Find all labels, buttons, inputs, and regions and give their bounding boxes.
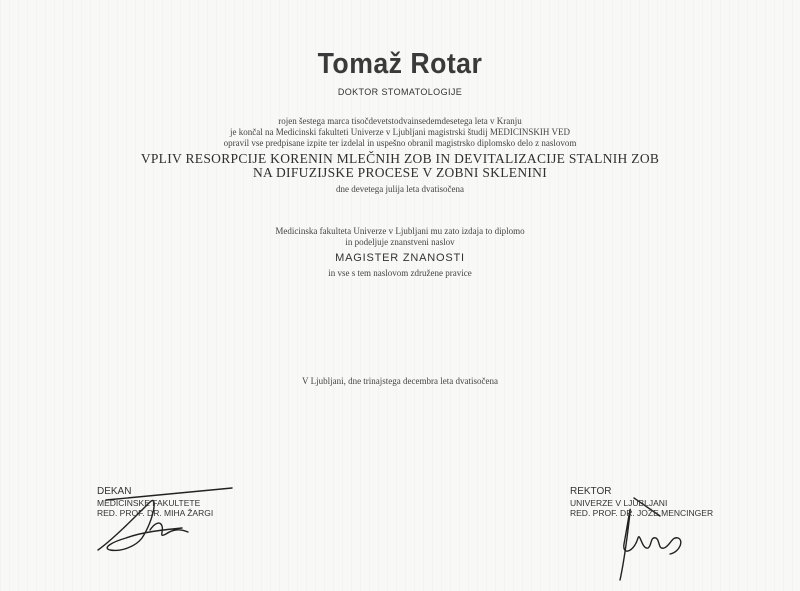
thesis-title-line-1: VPLIV RESORPCIJE KORENIN MLEČNIH ZOB IN DEVITALIZACIJE STALNIH ZOB: [140, 151, 660, 166]
dean-role: DEKAN: [97, 486, 132, 497]
exams-line: opravil vse predpisane izpite ter izdelal in uspešno obranil magistrsko diplomsko delo z naslovom: [223, 138, 577, 148]
graduate-name: Tomaž Rotar: [317, 48, 483, 80]
dean-name: RED. PROF. DR. MIHA ŽARGI: [97, 508, 214, 518]
dean-institution: MEDICINSKE FAKULTETE: [97, 497, 201, 508]
awarded-title: MAGISTER ZNANOSTI: [335, 252, 465, 264]
graduate-degree: DOKTOR STOMATOLOGIJE: [337, 87, 463, 97]
confers-line: in podeljuje znanstveni naslov: [345, 237, 455, 247]
issue-line: Medicinska fakulteta Univerze v Ljubljani mu zato izdaja to diplomo: [275, 226, 525, 236]
thesis-title-line-2: NA DIFUZIJSKE PROCESE V ZOBNI SKLENINI: [252, 165, 548, 180]
completion-line: je končal na Medicinski fakulteti Univerze v Ljubljani magistrski študij MEDICINSKIH VED: [229, 127, 571, 137]
dean-signature-block: [97, 487, 213, 519]
defense-date: dne devetega julija leta dvatisočena: [336, 184, 464, 194]
birth-line: rojen šestega marca tisočdevetstodvainsedemdesetega leta v Kranju: [278, 116, 522, 126]
place-date: V Ljubljani, dne trinajstega decembra leta dvatisočena: [301, 376, 498, 386]
rector-name: RED. PROF. DR. JOŽE MENCINGER: [570, 508, 714, 518]
rector-institution: UNIVERZE V LJUBLJANI: [570, 497, 668, 508]
rector-signature-block: [570, 487, 713, 519]
thesis-title: [0, 152, 800, 180]
rights-line: in vse s tem naslovom združene pravice: [328, 268, 472, 278]
rector-role: REKTOR: [570, 486, 612, 497]
